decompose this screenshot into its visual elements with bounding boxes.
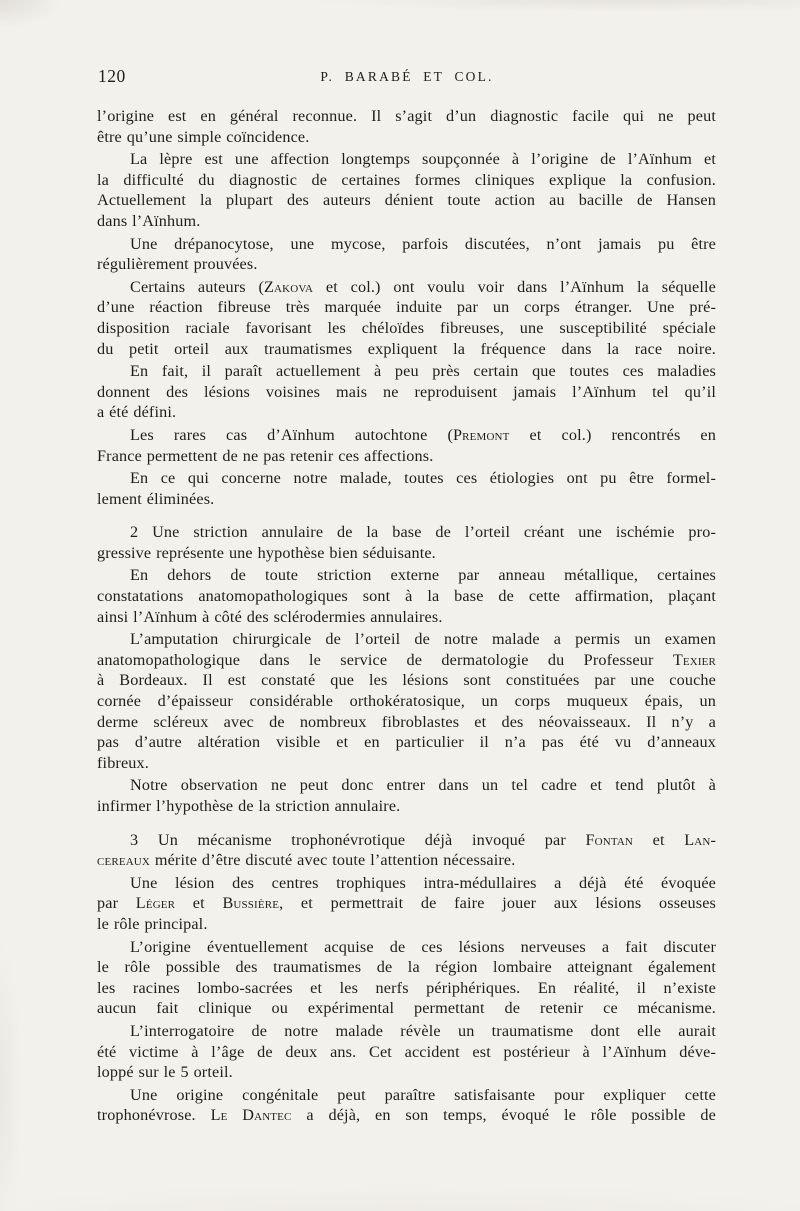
text-line: régulièrement prouvées. xyxy=(97,255,258,274)
text-line: Une drépanocytose, une mycose, parfois discutées, n’ont jamais pu être xyxy=(130,234,716,253)
paragraph xyxy=(97,277,716,359)
text-line: le rôle principal. xyxy=(97,914,208,933)
text-line: été victime à l’âge de deux ans. Cet accident est postérieur à l’Aïnhum déve- xyxy=(97,1042,716,1061)
running-head: P. BARABÉ ET COL. xyxy=(320,69,494,84)
text-line: aucun fait clinique ou expérimental permettant de retenir ce mécanisme. xyxy=(97,999,716,1018)
text-line: La lèpre est une affection longtemps soupçonnée à l’origine de l’Aïnhum et xyxy=(130,150,716,169)
text-line: L’interrogatoire de notre malade révèle un traumatisme dont elle aurait xyxy=(130,1021,716,1040)
text-line: lement éliminées. xyxy=(97,489,215,508)
text-line: les racines lombo-sacrées et les nerfs périphériques. En réalité, il n’existe xyxy=(97,978,716,997)
paragraph xyxy=(97,1021,716,1083)
small-caps-name: Bussière xyxy=(222,894,280,913)
page-number: 120 xyxy=(98,66,126,86)
text-line: derme scléreux avec de nombreux fibroblastes et des néovaisseaux. Il n’y a xyxy=(97,712,716,731)
page-body xyxy=(97,106,716,1126)
text-line: infirmer l’hypothèse de la striction annulaire. xyxy=(97,797,401,815)
paragraph xyxy=(97,1085,716,1126)
small-caps-name: Premont xyxy=(453,425,510,444)
text-line: le rôle possible des traumatismes de la région lombaire atteignant également xyxy=(97,958,716,977)
paragraph xyxy=(97,937,716,1019)
small-caps-name: Lan xyxy=(684,830,711,849)
text-line: L’amputation chirurgicale de l’orteil de notre malade a permis un examen xyxy=(130,630,716,649)
page-header xyxy=(97,66,717,88)
paragraph xyxy=(97,775,716,816)
text-line: En fait, il paraît actuellement à peu près certain que toutes ces maladies xyxy=(130,362,716,381)
paragraph xyxy=(97,830,716,871)
text-line: Actuellement la plupart des auteurs dénient toute action au bacille de Hansen xyxy=(97,191,716,210)
text-line: Une lésion des centres trophiques intra-médullaires a déjà été évoquée xyxy=(130,873,716,892)
text-line: En ce qui concerne notre malade, toutes ces étiologies ont pu être formel- xyxy=(130,469,716,488)
text-line: trophonévrose. Le Dantec a déjà, en son temps, évoqué le rôle possible de xyxy=(97,1106,716,1125)
text-line: a été défini. xyxy=(97,403,177,422)
text-line: gressive représente une hypothèse bien séduisante. xyxy=(97,543,436,562)
text-line: Les rares cas d’Aïnhum autochtone (Premont et col.) rencontrés en xyxy=(130,425,716,444)
paragraph xyxy=(97,873,716,935)
text-line: Certains auteurs (Zakova et col.) ont voulu voir dans l’Aïnhum la séquelle xyxy=(130,277,717,296)
paragraph xyxy=(97,468,716,509)
small-caps-name: Zakova xyxy=(264,277,314,296)
text-line: à Bordeaux. Il est constaté que les lésions sont constituées par une couche xyxy=(97,671,716,690)
small-caps-name: Le Dantec xyxy=(210,1106,292,1125)
text-line: cornée d’épaisseur considérable orthokératosique, un corps muqueux épais, un xyxy=(97,692,716,711)
text-line: Une origine congénitale peut paraître satisfaisante pour expliquer cette xyxy=(130,1085,716,1104)
small-caps-name: Texier xyxy=(672,650,716,669)
small-caps-name: Léger xyxy=(135,894,176,913)
text-line: la difficulté du diagnostic de certaines formes cliniques explique la confusion. xyxy=(97,170,716,189)
text-line: En dehors de toute striction externe par anneau métallique, certaines xyxy=(130,566,716,585)
paragraph xyxy=(97,629,716,773)
text-line: Notre observation ne peut donc entrer dans un tel cadre et tend plutôt à xyxy=(130,776,716,795)
text-line: dans l’Aïnhum. xyxy=(97,211,201,230)
text-line: 2 Une striction annulaire de la base de l’orteil créant une ischémie pro- xyxy=(130,523,716,542)
text-line: être qu’une simple coïncidence. xyxy=(97,127,310,146)
text-line: France permettent de ne pas retenir ces affections. xyxy=(97,446,434,465)
text-line: donnent des lésions voisines mais ne reproduisent jamais l’Aïnhum tel qu’il xyxy=(97,382,716,401)
small-caps-name: cereaux xyxy=(97,851,150,870)
text-line: loppé sur le 5 orteil. xyxy=(97,1063,233,1082)
text-line: par Léger et Bussière, et permettrait de faire jouer aux lésions osseuses xyxy=(97,894,716,913)
text-line: ainsi l’Aïnhum à côté des sclérodermies annulaires. xyxy=(97,607,443,626)
paragraph xyxy=(97,522,716,563)
text-line: anatomopathologique dans le service de dermatologie du Professeur Texier xyxy=(97,650,716,669)
text-line: fibreux. xyxy=(97,753,149,772)
paragraph xyxy=(97,106,716,147)
paragraph xyxy=(97,234,716,275)
text-line: cereaux mérite d’être discuté avec toute l’attention nécessaire. xyxy=(97,851,516,870)
text-line: disposition raciale favorisant les chéloïdes fibreuses, une susceptibilité spéciale xyxy=(97,318,716,337)
text-line: l’origine est en général reconnue. Il s’agit d’un diagnostic facile qui ne peut xyxy=(97,107,716,125)
small-caps-name: Fontan xyxy=(585,830,634,849)
text-line: pas d’autre altération visible et en particulier il n’a pas été vu d’anneaux xyxy=(97,733,716,752)
paragraph xyxy=(97,361,716,423)
text-line: du petit orteil aux traumatismes expliquent la fréquence dans la race noire. xyxy=(97,339,716,358)
paragraph xyxy=(97,565,716,627)
text-line: 3 Un mécanisme trophonévrotique déjà invoqué par Fontan et Lan- xyxy=(130,830,716,849)
text-line: constatations anatomopathologiques sont à la base de cette affirmation, plaçant xyxy=(97,587,716,606)
paragraph xyxy=(97,425,716,466)
text-line: L’origine éventuellement acquise de ces lésions nerveuses a fait discuter xyxy=(130,937,716,956)
paragraph xyxy=(97,149,716,231)
text-line: d’une réaction fibreuse très marquée induite par un corps étranger. Une pré- xyxy=(97,298,716,317)
